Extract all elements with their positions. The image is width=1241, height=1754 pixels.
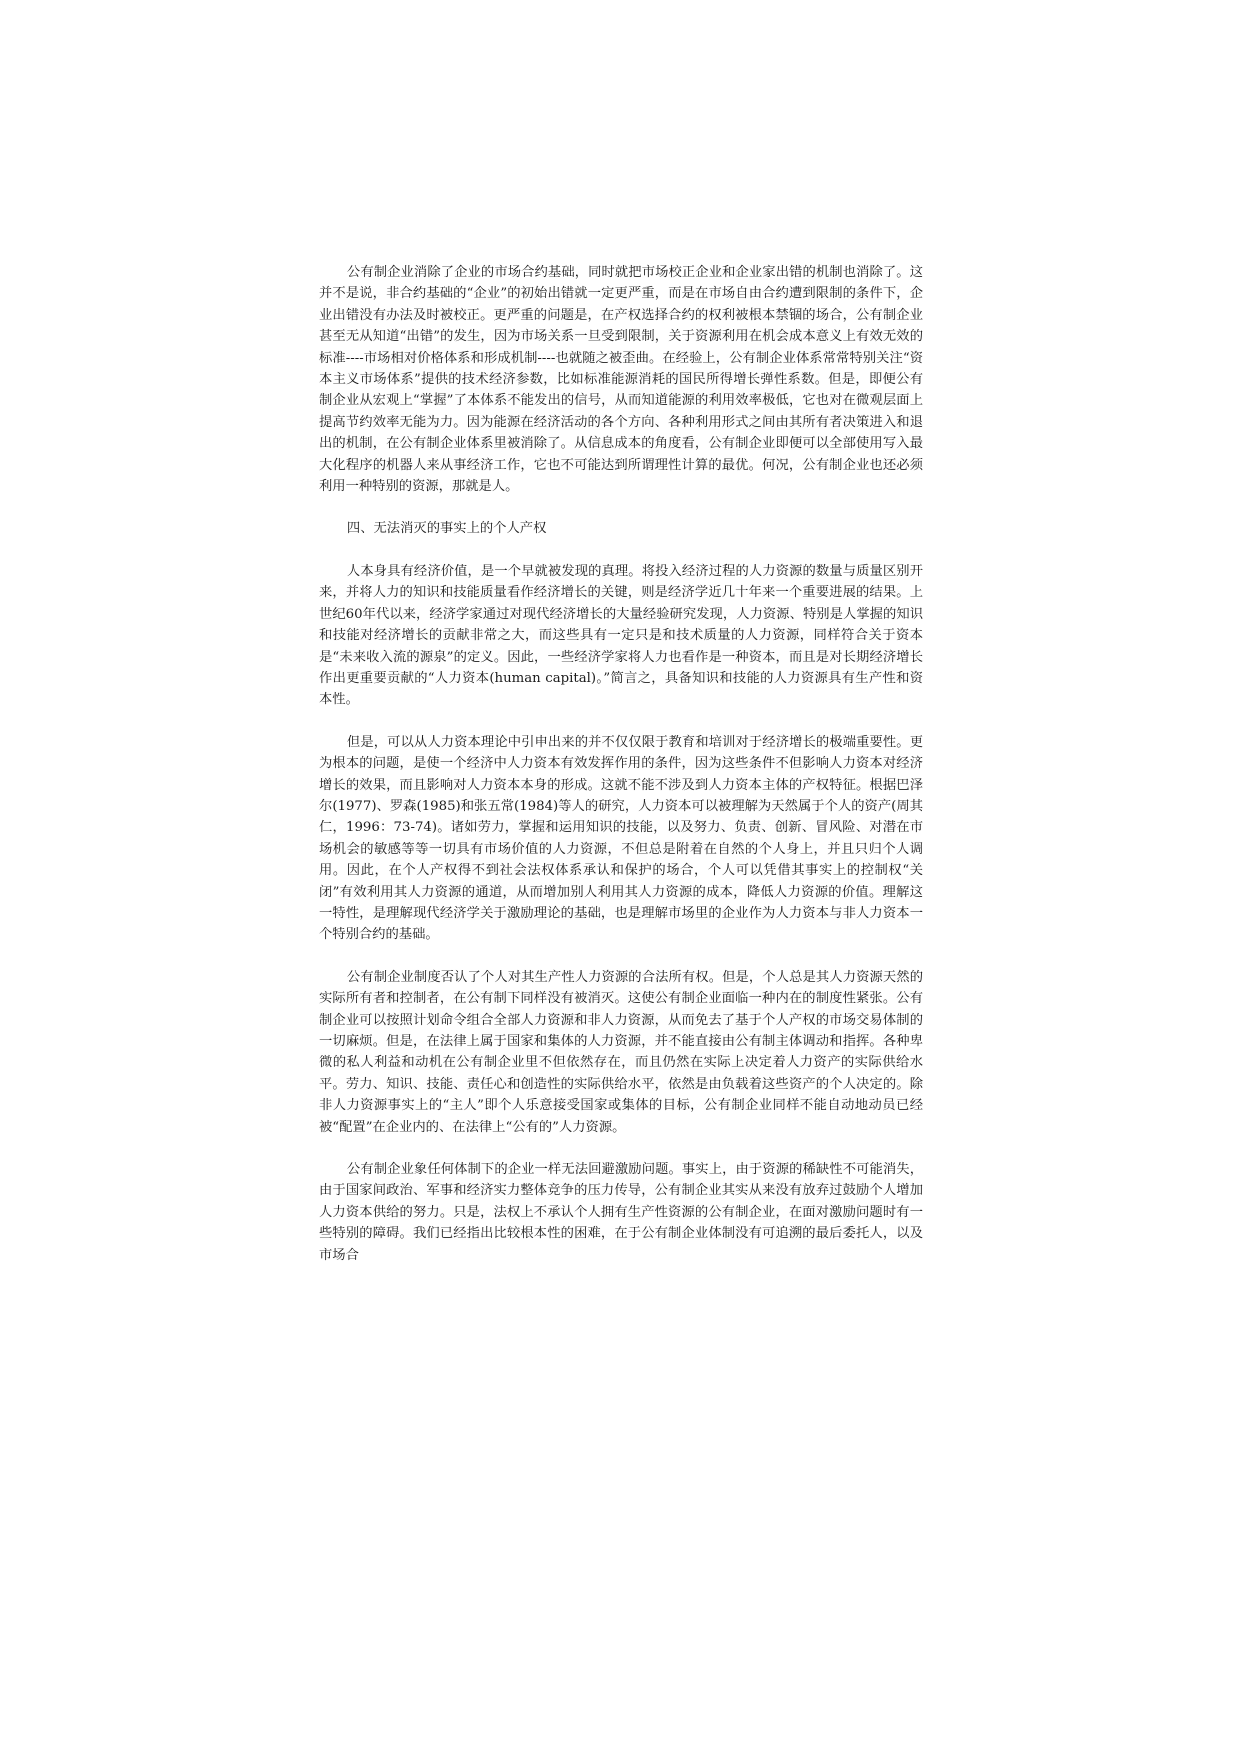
paragraph: 公有制企业象任何体制下的企业一样无法回避激励问题。事实上，由于资源的稀缺性不可能消失，由于国家间政治、军事和经济实力整体竞争的压力传导，公有制企业其实从来没有放弃过鼓励个人增加人力资本供给的努力。只是，法权上不承认个人拥有生产性资源的公有制企业，在面对激励问题时有一些特别的障碍。我们已经指出比较根本性的困难，在于公有制企业体制没有可追溯的最后委托人，以及市场合 bbox=[319, 1162, 923, 1263]
paragraph: 但是，可以从人力资本理论中引申出来的并不仅仅限于教育和培训对于经济增长的极端重要性。更为根本的问题，是使一个经济中人力资本有效发挥作用的条件，因为这些条件不但影响人力资本对经济增长的效果，而且影响对人力资本本身的形成。这就不能不涉及到人力资本主体的产权特征。根据巴泽尔(1977)、罗森(1985)和张五常(1984)等人的研究，人力资本可以被理解为天然属于个人的资产(周其仁，1996：73-74)。诸如劳力，掌握和运用知识的技能，以及努力、负责、创新、冒风险、对潜在市场机会的敏感等等一切具有市场价值的人力资源，不但总是附着在自然的个人身上，并且只归个人调用。因此，在个人产权得不到社会法权体系承认和保护的场合，个人可以凭借其事实上的控制权“关闭”有效利用其人力资源的通道，从而增加别人利用其人力资源的成本，降低人力资源的价值。理解这一特性，是理解现代经济学关于激励理论的基础，也是理解市场里的企业作为人力资本与非人力资本一个特别合约的基础。 bbox=[319, 734, 923, 943]
paragraph: 人本身具有经济价值，是一个早就被发现的真理。将投入经济过程的人力资源的数量与质量区别开来，并将人力的知识和技能质量看作经济增长的关键，则是经济学近几十年来一个重要进展的结果。上世纪60年代以来，经济学家通过对现代经济增长的大量经验研究发现，人力资源、特别是人掌握的知识和技能对经济增长的贡献非常之大，而这些具有一定只是和技术质量的人力资源，同样符合关于资本是“未来收入流的源泉”的定义。因此，一些经济学家将人力也看作是一种资本，而且是对长期经济增长作出更重要贡献的“人力资本(human capital)。”简言之，具备知识和技能的人力资源具有生产性和资本性。 bbox=[319, 563, 923, 708]
paragraph: 公有制企业消除了企业的市场合约基础，同时就把市场校正企业和企业家出错的机制也消除了。这并不是说，非合约基础的“企业”的初始出错就一定更严重，而是在市场自由合约遭到限制的条件下，企业出错没有办法及时被校正。更严重的问题是，在产权选择合约的权利被根本禁锢的场合，公有制企业甚至无从知道“出错”的发生，因为市场关系一旦受到限制，关于资源利用在机会成本意义上有效无效的标准----市场相对价格体系和形成机制----也就随之被歪曲。在经验上，公有制企业体系常常特别关注“资本主义市场体系”提供的技术经济参数，比如标准能源消耗的国民所得增长弹性系数。但是，即便公有制企业从宏观上“掌握”了本体系不能发出的信号，从而知道能源的利用效率极低，它也对在微观层面上提高节约效率无能为力。因为能源在经济活动的各个方向、各种利用形式之间由其所有者决策进入和退出的机制，在公有制企业体系里被消除了。从信息成本的角度看，公有制企业即便可以全部使用写入最大化程序的机器人来从事经济工作，它也不可能达到所谓理性计算的最优。何况，公有制企业也还必须利用一种特别的资源，那就是人。 bbox=[319, 265, 923, 495]
paragraph: 公有制企业制度否认了个人对其生产性人力资源的合法所有权。但是，个人总是其人力资源天然的实际所有者和控制者，在公有制下同样没有被消灭。这使公有制企业面临一种内在的制度性紧张。公有制企业可以按照计划命令组合全部人力资源和非人力资源，从而免去了基于个人产权的市场交易体制的一切麻烦。但是，在法律上属于国家和集体的人力资源，并不能直接由公有制主体调动和指挥。各种卑微的私人利益和动机在公有制企业里不但依然存在，而且仍然在实际上决定着人力资产的实际供给水平。劳力、知识、技能、责任心和创造性的实际供给水平，依然是由负载着这些资产的个人决定的。除非人力资源事实上的“主人”即个人乐意接受国家或集体的目标，公有制企业同样不能自动地动员已经被“配置”在企业内的、在法律上“公有的”人力资源。 bbox=[319, 969, 923, 1135]
body-text bbox=[319, 262, 923, 1287]
section-heading: 四、无法消灭的事实上的个人产权 bbox=[346, 521, 547, 537]
